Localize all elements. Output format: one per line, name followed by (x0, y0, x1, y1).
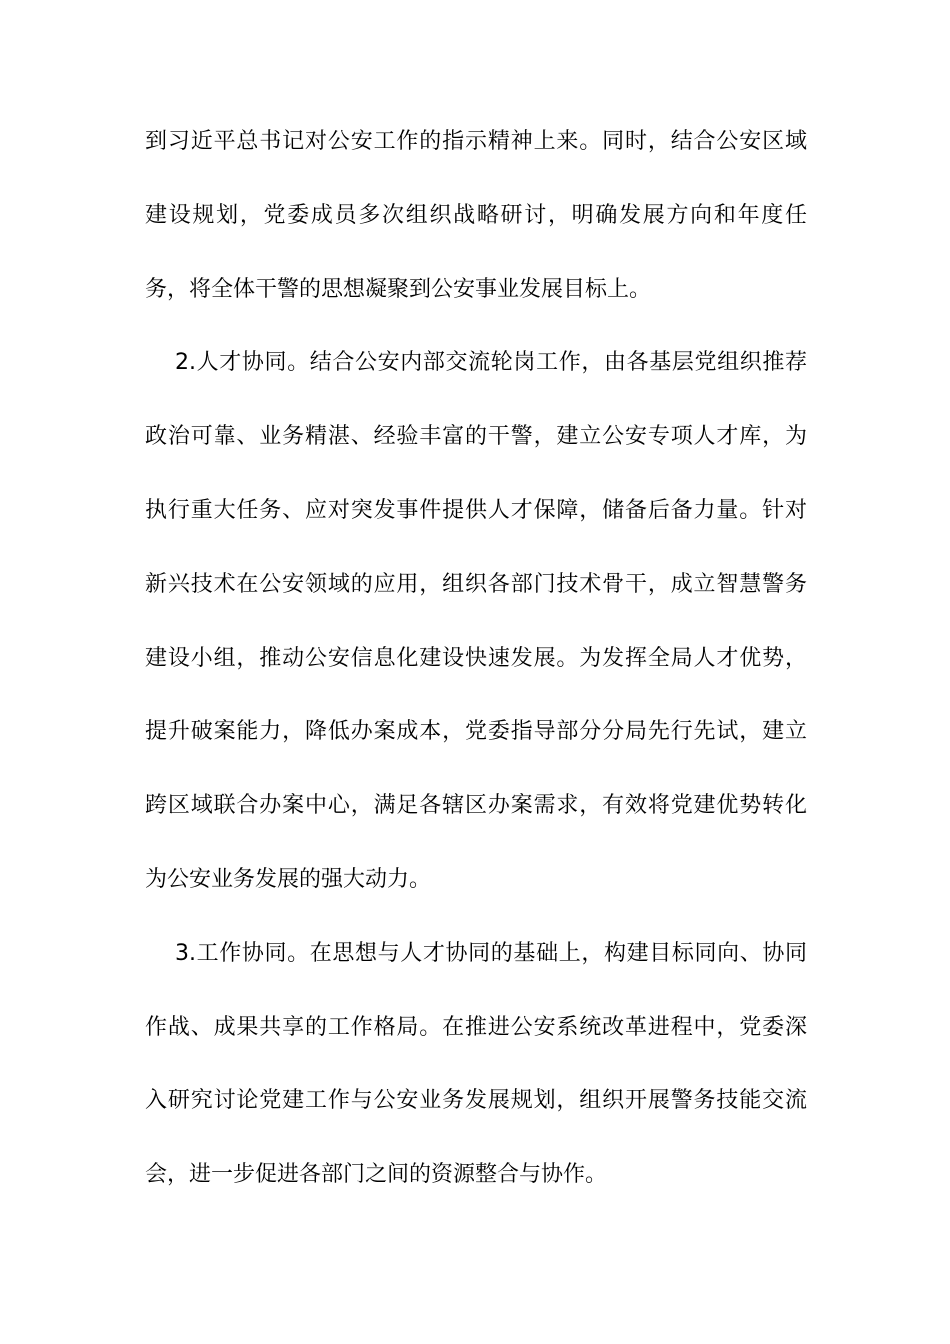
text-line: 到习近平总书记对公安工作的指示精神上来。同时，结合公安区域 (145, 129, 807, 154)
paragraph-talent-coordination (145, 326, 807, 916)
text-line: 入研究讨论党建工作与公安业务发展规划，组织开展警务技能交流 (145, 1088, 807, 1114)
text-line: 新兴技术在公安领域的应用，组织各部门技术骨干，成立智慧警务 (145, 571, 807, 597)
text-line: 为公安业务发展的强大动力。 (145, 866, 432, 892)
text-line: 跨区域联合办案中心，满足各辖区办案需求，有效将党建优势转化 (145, 793, 807, 819)
paragraph-work-coordination (145, 917, 807, 1212)
text-line: 执行重大任务、应对突发事件提供人才保障，储备后备力量。针对 (145, 497, 807, 523)
text-line: 建设小组，推动公安信息化建设快速发展。为发挥全局人才优势， (145, 645, 807, 671)
paragraph-continuation (145, 105, 807, 326)
text-line: 作战、成果共享的工作格局。在推进公安系统改革进程中，党委深 (145, 1014, 807, 1040)
document-page (145, 105, 807, 1212)
text-line: 务，将全体干警的思想凝聚到公安事业发展目标上。 (145, 276, 652, 302)
text-line: 2.人才协同。结合公安内部交流轮岗工作，由各基层党组织推荐 (175, 350, 807, 376)
text-line: 建设规划，党委成员多次组织战略研讨，明确发展方向和年度任 (145, 202, 807, 228)
text-line: 会，进一步促进各部门之间的资源整合与协作。 (145, 1162, 608, 1188)
text-line: 政治可靠、业务精湛、经验丰富的干警，建立公安专项人才库，为 (145, 424, 807, 450)
text-line: 提升破案能力，降低办案成本，党委指导部分分局先行先试，建立 (145, 719, 807, 745)
text-line: 3.工作协同。在思想与人才协同的基础上，构建目标同向、协同 (175, 940, 807, 966)
